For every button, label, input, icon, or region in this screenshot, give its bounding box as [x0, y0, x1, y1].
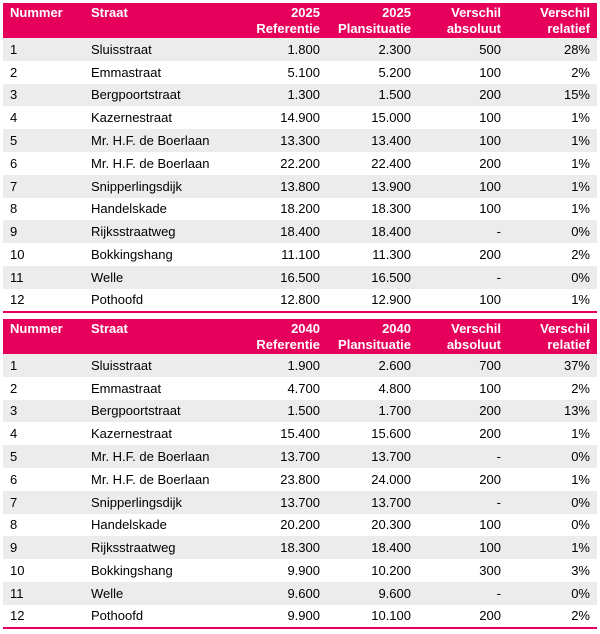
cell-nummer: 10 — [3, 243, 84, 266]
cell-referentie: 16.500 — [241, 266, 327, 289]
cell-verschil-relatief: 0% — [508, 491, 597, 514]
cell-nummer: 3 — [3, 84, 84, 107]
table-row — [3, 422, 597, 445]
table-row — [3, 377, 597, 400]
table-header-row — [3, 319, 597, 354]
cell-plansituatie: 2.300 — [327, 38, 418, 61]
header-plansituatie-label: Plansituatie — [338, 21, 411, 36]
cell-straat: Emmastraat — [84, 61, 241, 84]
cell-verschil-absoluut: 300 — [418, 559, 508, 582]
header-referentie — [241, 3, 327, 38]
cell-straat: Bokkingshang — [84, 559, 241, 582]
cell-verschil-relatief: 2% — [508, 61, 597, 84]
cell-straat: Pothoofd — [84, 289, 241, 312]
header-absoluut-line1: Verschil — [451, 321, 501, 336]
cell-verschil-relatief: 1% — [508, 198, 597, 221]
cell-nummer: 12 — [3, 605, 84, 628]
cell-plansituatie: 2.600 — [327, 354, 418, 377]
table-row — [3, 106, 597, 129]
header-verschil-absoluut — [418, 319, 508, 354]
table-row — [3, 605, 597, 628]
cell-verschil-relatief: 1% — [508, 289, 597, 312]
cell-referentie: 1.900 — [241, 354, 327, 377]
header-nummer: Nummer — [3, 319, 84, 354]
table-row — [3, 514, 597, 537]
cell-straat: Bergpoortstraat — [84, 400, 241, 423]
cell-nummer: 11 — [3, 582, 84, 605]
cell-verschil-absoluut: 200 — [418, 468, 508, 491]
cell-plansituatie: 18.400 — [327, 220, 418, 243]
cell-nummer: 6 — [3, 152, 84, 175]
cell-verschil-absoluut: - — [418, 266, 508, 289]
cell-verschil-relatief: 1% — [508, 175, 597, 198]
cell-verschil-relatief: 0% — [508, 445, 597, 468]
cell-verschil-relatief: 0% — [508, 514, 597, 537]
cell-verschil-absoluut: 100 — [418, 289, 508, 312]
header-plansituatie — [327, 3, 418, 38]
table-row — [3, 400, 597, 423]
cell-verschil-relatief: 1% — [508, 106, 597, 129]
cell-plansituatie: 5.200 — [327, 61, 418, 84]
cell-verschil-relatief: 15% — [508, 84, 597, 107]
cell-nummer: 6 — [3, 468, 84, 491]
cell-verschil-absoluut: 200 — [418, 422, 508, 445]
cell-verschil-absoluut: 100 — [418, 198, 508, 221]
cell-nummer: 5 — [3, 129, 84, 152]
cell-plansituatie: 12.900 — [327, 289, 418, 312]
cell-straat: Welle — [84, 266, 241, 289]
cell-referentie: 1.500 — [241, 400, 327, 423]
cell-referentie: 1.300 — [241, 84, 327, 107]
table-row — [3, 243, 597, 266]
cell-referentie: 13.700 — [241, 491, 327, 514]
cell-referentie: 15.400 — [241, 422, 327, 445]
cell-referentie: 22.200 — [241, 152, 327, 175]
header-plansituatie-year: 2025 — [382, 5, 411, 20]
cell-verschil-absoluut: 200 — [418, 243, 508, 266]
table-row — [3, 152, 597, 175]
cell-referentie: 9.900 — [241, 559, 327, 582]
cell-referentie: 4.700 — [241, 377, 327, 400]
header-absoluut-line1: Verschil — [451, 5, 501, 20]
cell-plansituatie: 15.000 — [327, 106, 418, 129]
header-referentie — [241, 319, 327, 354]
cell-verschil-relatief: 1% — [508, 152, 597, 175]
cell-plansituatie: 10.100 — [327, 605, 418, 628]
table-row — [3, 354, 597, 377]
cell-straat: Snipperlingsdijk — [84, 175, 241, 198]
cell-plansituatie: 13.700 — [327, 445, 418, 468]
cell-straat: Sluisstraat — [84, 38, 241, 61]
cell-verschil-absoluut: 200 — [418, 152, 508, 175]
cell-verschil-relatief: 2% — [508, 605, 597, 628]
cell-plansituatie: 15.600 — [327, 422, 418, 445]
cell-referentie: 18.200 — [241, 198, 327, 221]
table-row — [3, 175, 597, 198]
cell-straat: Handelskade — [84, 514, 241, 537]
cell-verschil-absoluut: 100 — [418, 536, 508, 559]
cell-nummer: 2 — [3, 61, 84, 84]
cell-referentie: 18.400 — [241, 220, 327, 243]
cell-verschil-absoluut: 500 — [418, 38, 508, 61]
cell-straat: Snipperlingsdijk — [84, 491, 241, 514]
cell-referentie: 1.800 — [241, 38, 327, 61]
cell-nummer: 4 — [3, 106, 84, 129]
cell-verschil-absoluut: 100 — [418, 175, 508, 198]
table-row — [3, 289, 597, 312]
cell-straat: Kazernestraat — [84, 106, 241, 129]
cell-straat: Bergpoortstraat — [84, 84, 241, 107]
cell-verschil-relatief: 1% — [508, 536, 597, 559]
cell-nummer: 9 — [3, 220, 84, 243]
cell-nummer: 4 — [3, 422, 84, 445]
header-plansituatie-year: 2040 — [382, 321, 411, 336]
cell-straat: Emmastraat — [84, 377, 241, 400]
cell-referentie: 12.800 — [241, 289, 327, 312]
cell-nummer: 11 — [3, 266, 84, 289]
header-referentie-label: Referentie — [256, 21, 320, 36]
cell-verschil-absoluut: 100 — [418, 514, 508, 537]
traffic-table-2025 — [3, 3, 597, 313]
table-row — [3, 536, 597, 559]
cell-nummer: 8 — [3, 514, 84, 537]
cell-verschil-absoluut: 700 — [418, 354, 508, 377]
cell-nummer: 1 — [3, 354, 84, 377]
cell-verschil-absoluut: - — [418, 582, 508, 605]
cell-verschil-absoluut: - — [418, 220, 508, 243]
header-absoluut-line2: absoluut — [446, 337, 501, 352]
cell-referentie: 5.100 — [241, 61, 327, 84]
cell-nummer: 5 — [3, 445, 84, 468]
cell-verschil-absoluut: 200 — [418, 605, 508, 628]
table-row — [3, 198, 597, 221]
cell-nummer: 1 — [3, 38, 84, 61]
cell-plansituatie: 13.400 — [327, 129, 418, 152]
cell-verschil-relatief: 1% — [508, 468, 597, 491]
table-row — [3, 445, 597, 468]
table-header-row — [3, 3, 597, 38]
table-row — [3, 84, 597, 107]
cell-verschil-absoluut: - — [418, 491, 508, 514]
cell-nummer: 10 — [3, 559, 84, 582]
cell-plansituatie: 11.300 — [327, 243, 418, 266]
header-relatief-line2: relatief — [547, 21, 590, 36]
cell-verschil-absoluut: 200 — [418, 84, 508, 107]
cell-plansituatie: 9.600 — [327, 582, 418, 605]
cell-straat: Handelskade — [84, 198, 241, 221]
cell-verschil-absoluut: 100 — [418, 129, 508, 152]
cell-straat: Mr. H.F. de Boerlaan — [84, 152, 241, 175]
header-verschil-relatief — [508, 3, 597, 38]
cell-nummer: 12 — [3, 289, 84, 312]
cell-referentie: 20.200 — [241, 514, 327, 537]
cell-straat: Mr. H.F. de Boerlaan — [84, 129, 241, 152]
table-row — [3, 220, 597, 243]
cell-referentie: 13.700 — [241, 445, 327, 468]
cell-referentie: 23.800 — [241, 468, 327, 491]
cell-plansituatie: 10.200 — [327, 559, 418, 582]
cell-verschil-relatief: 0% — [508, 582, 597, 605]
cell-plansituatie: 1.700 — [327, 400, 418, 423]
cell-plansituatie: 13.700 — [327, 491, 418, 514]
cell-verschil-absoluut: 100 — [418, 61, 508, 84]
cell-plansituatie: 20.300 — [327, 514, 418, 537]
cell-plansituatie: 24.000 — [327, 468, 418, 491]
header-verschil-absoluut — [418, 3, 508, 38]
header-plansituatie-label: Plansituatie — [338, 337, 411, 352]
cell-nummer: 7 — [3, 491, 84, 514]
header-referentie-year: 2025 — [291, 5, 320, 20]
cell-verschil-relatief: 28% — [508, 38, 597, 61]
header-verschil-relatief — [508, 319, 597, 354]
cell-verschil-absoluut: 100 — [418, 106, 508, 129]
cell-straat: Pothoofd — [84, 605, 241, 628]
table-body — [3, 38, 597, 312]
table-row — [3, 491, 597, 514]
cell-verschil-relatief: 2% — [508, 377, 597, 400]
traffic-table-2040 — [3, 319, 597, 629]
table-row — [3, 38, 597, 61]
table-body — [3, 354, 597, 628]
header-referentie-year: 2040 — [291, 321, 320, 336]
cell-plansituatie: 13.900 — [327, 175, 418, 198]
cell-referentie: 11.100 — [241, 243, 327, 266]
cell-referentie: 18.300 — [241, 536, 327, 559]
cell-straat: Rijksstraatweg — [84, 536, 241, 559]
header-plansituatie — [327, 319, 418, 354]
cell-verschil-relatief: 1% — [508, 422, 597, 445]
cell-referentie: 14.900 — [241, 106, 327, 129]
cell-nummer: 3 — [3, 400, 84, 423]
cell-nummer: 7 — [3, 175, 84, 198]
cell-straat: Kazernestraat — [84, 422, 241, 445]
cell-plansituatie: 22.400 — [327, 152, 418, 175]
cell-straat: Mr. H.F. de Boerlaan — [84, 445, 241, 468]
cell-plansituatie: 16.500 — [327, 266, 418, 289]
cell-plansituatie: 18.300 — [327, 198, 418, 221]
table-row — [3, 266, 597, 289]
cell-nummer: 8 — [3, 198, 84, 221]
cell-verschil-absoluut: 100 — [418, 377, 508, 400]
cell-verschil-relatief: 1% — [508, 129, 597, 152]
cell-straat: Welle — [84, 582, 241, 605]
cell-straat: Bokkingshang — [84, 243, 241, 266]
cell-referentie: 9.900 — [241, 605, 327, 628]
cell-verschil-relatief: 2% — [508, 243, 597, 266]
cell-straat: Sluisstraat — [84, 354, 241, 377]
header-straat: Straat — [84, 3, 241, 38]
cell-plansituatie: 18.400 — [327, 536, 418, 559]
table-row — [3, 129, 597, 152]
cell-referentie: 13.800 — [241, 175, 327, 198]
cell-verschil-relatief: 0% — [508, 266, 597, 289]
cell-plansituatie: 4.800 — [327, 377, 418, 400]
table-row — [3, 582, 597, 605]
header-nummer: Nummer — [3, 3, 84, 38]
header-relatief-line1: Verschil — [540, 5, 590, 20]
header-relatief-line1: Verschil — [540, 321, 590, 336]
cell-nummer: 9 — [3, 536, 84, 559]
header-straat: Straat — [84, 319, 241, 354]
table-row — [3, 468, 597, 491]
cell-referentie: 13.300 — [241, 129, 327, 152]
cell-verschil-absoluut: - — [418, 445, 508, 468]
cell-plansituatie: 1.500 — [327, 84, 418, 107]
cell-straat: Rijksstraatweg — [84, 220, 241, 243]
header-absoluut-line2: absoluut — [446, 21, 501, 36]
cell-referentie: 9.600 — [241, 582, 327, 605]
header-referentie-label: Referentie — [256, 337, 320, 352]
header-relatief-line2: relatief — [547, 337, 590, 352]
cell-straat: Mr. H.F. de Boerlaan — [84, 468, 241, 491]
table-row — [3, 559, 597, 582]
table-row — [3, 61, 597, 84]
cell-verschil-absoluut: 200 — [418, 400, 508, 423]
cell-verschil-relatief: 13% — [508, 400, 597, 423]
cell-verschil-relatief: 0% — [508, 220, 597, 243]
cell-nummer: 2 — [3, 377, 84, 400]
cell-verschil-relatief: 37% — [508, 354, 597, 377]
cell-verschil-relatief: 3% — [508, 559, 597, 582]
